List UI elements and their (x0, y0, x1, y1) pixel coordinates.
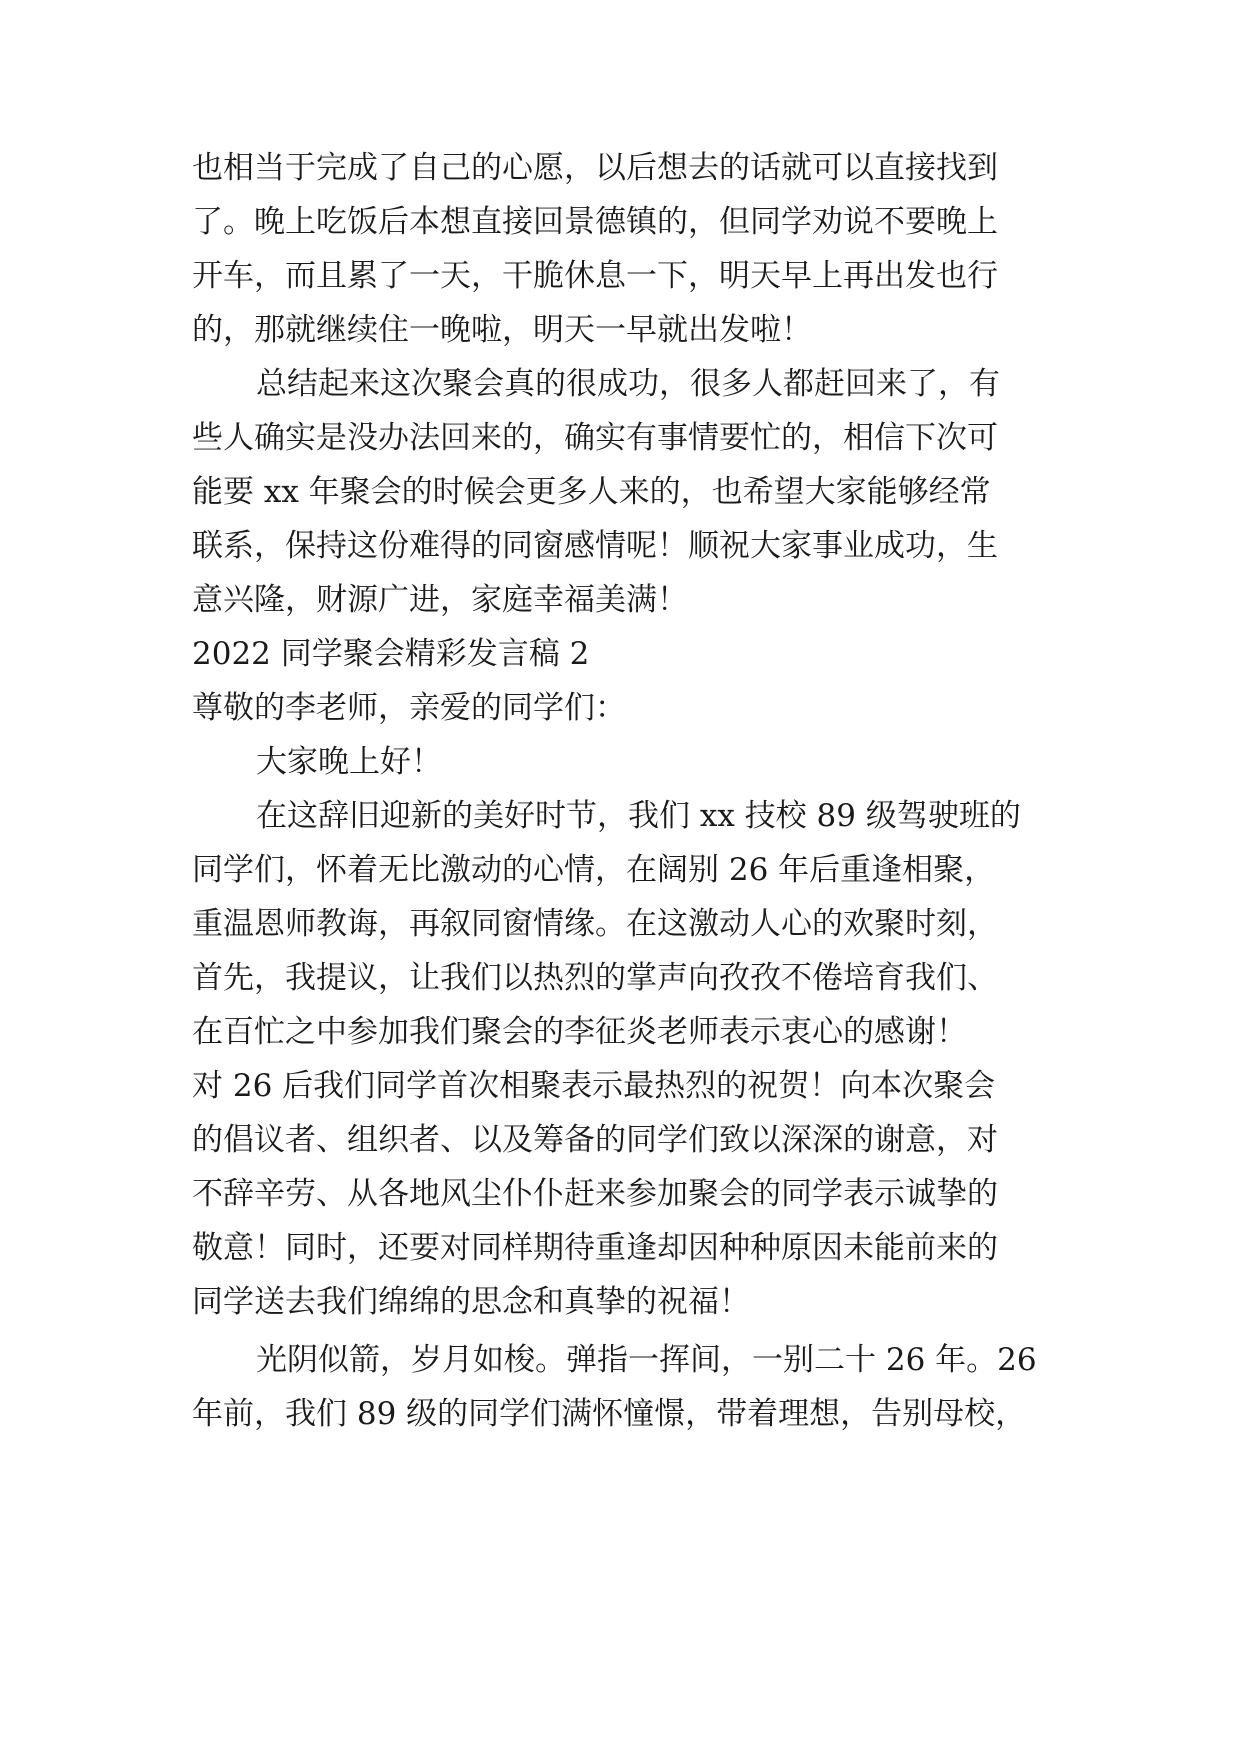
paragraph-line: 在百忙之中参加我们聚会的李征炎老师表示衷心的感谢！ (192, 1014, 967, 1050)
paragraph-line: 了。晚上吃饭后本想直接回景德镇的，但同学劝说不要晚上 (192, 204, 998, 240)
paragraph-line: 能要 xx 年聚会的时候会更多人来的，也希望大家能够经常 (192, 474, 991, 510)
paragraph-line: 光阴似箭，岁月如梭。弹指一挥间，一别二十 26 年。26 (256, 1342, 1037, 1378)
paragraph-line: 同学们，怀着无比激动的心情，在阔别 26 年后重逢相聚， (192, 852, 996, 888)
paragraph-line: 些人确实是没办法回来的，确实有事情要忙的，相信下次可 (192, 420, 998, 456)
paragraph-line: 也相当于完成了自己的心愿，以后想去的话就可以直接找到 (192, 150, 998, 186)
paragraph-line: 开车，而且累了一天，干脆休息一下，明天早上再出发也行 (192, 258, 998, 294)
paragraph-line: 在这辞旧迎新的美好时节，我们 xx 技校 89 级驾驶班的 (256, 798, 1021, 834)
paragraph-line: 不辞辛劳、从各地风尘仆仆赶来参加聚会的同学表示诚挚的 (192, 1176, 998, 1212)
paragraph-line: 意兴隆，财源广进，家庭幸福美满！ (192, 582, 688, 618)
paragraph-line: 总结起来这次聚会真的很成功，很多人都赶回来了，有 (256, 366, 1000, 402)
greeting: 大家晚上好！ (256, 744, 442, 780)
paragraph-line: 敬意！同时，还要对同样期待重逢却因种种原因未能前来的 (192, 1230, 998, 1266)
paragraph-line: 的，那就继续住一晚啦，明天一早就出发啦！ (192, 312, 812, 348)
section-title: 2022 同学聚会精彩发言稿 2 (192, 636, 590, 672)
paragraph-line: 同学送去我们绵绵的思念和真挚的祝福！ (192, 1284, 750, 1320)
paragraph-line: 的倡议者、组织者、以及筹备的同学们致以深深的谢意，对 (192, 1122, 998, 1158)
salutation: 尊敬的李老师，亲爱的同学们： (192, 690, 626, 726)
paragraph-line: 对 26 后我们同学首次相聚表示最热烈的祝贺！向本次聚会 (192, 1068, 996, 1104)
paragraph-line: 首先，我提议，让我们以热烈的掌声向孜孜不倦培育我们、 (192, 960, 998, 996)
paragraph-line: 年前，我们 89 级的同学们满怀憧憬，带着理想，告别母校， (192, 1396, 1027, 1432)
paragraph-line: 联系，保持这份难得的同窗感情呢！顺祝大家事业成功，生 (192, 528, 998, 564)
paragraph-line: 重温恩师教诲，再叙同窗情缘。在这激动人心的欢聚时刻， (192, 906, 998, 942)
